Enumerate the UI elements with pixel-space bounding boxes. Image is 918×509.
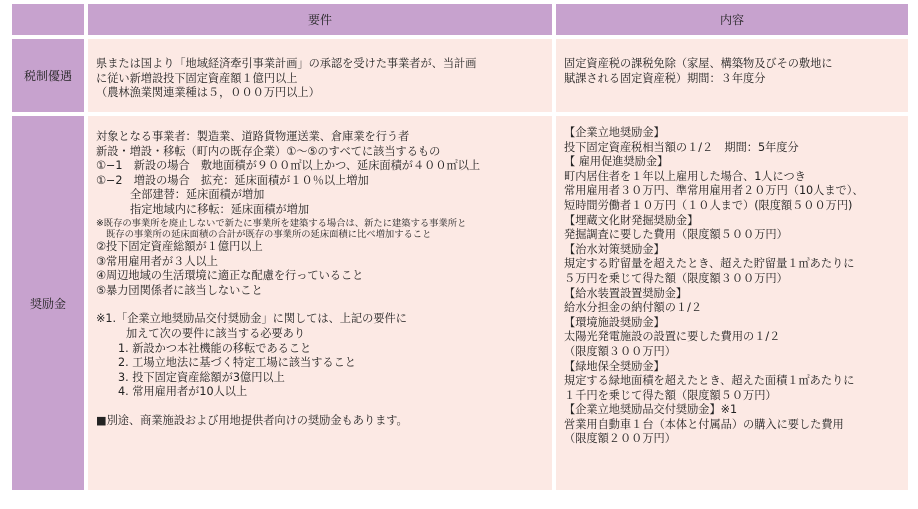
header-content: 内容	[556, 4, 908, 39]
grant-content	[556, 116, 908, 490]
grant-req-note-line: 既存の事業所の延床面積の合計が既存の事業所の延床面積に比べ増加すること	[106, 228, 432, 240]
grant-content-line: 給水分担金の納付額の１/２	[564, 301, 703, 315]
grant-content-line: 【埋蔵文化財発掘奨励金】	[564, 213, 699, 227]
tax-req-line: 県または国より「地域経済牽引事業計画」の承認を受けた事業者が、当計画	[96, 57, 477, 70]
grant-req-item: ②投下固定資産総額が１億円以上	[96, 239, 263, 253]
grant-req-sub-item: 4. 常用雇用者が10人以上	[118, 385, 248, 399]
grant-content-line: 【環境施設奨励金】	[564, 315, 665, 329]
header-blank-cell	[12, 4, 84, 39]
grant-content-line: 規定する緑地面積を超えたとき、超えた面積１㎡あたりに	[564, 374, 855, 388]
grant-req-item: ⑤暴力団関係者に該当しないこと	[96, 283, 263, 297]
grant-content-line: 【企業立地奨励品交付奨励金】※1	[564, 403, 738, 417]
grant-req-item: ③常用雇用者が３人以上	[96, 254, 218, 268]
grant-req-sub-item: 3. 投下固定資産総額が3億円以上	[118, 370, 285, 384]
grant-req-indent-line: 指定地域内に移転：延床面積が増加	[130, 202, 310, 216]
grant-req-star-line: ※1.「企業立地奨励品交付奨励金」に関しては、上記の要件に	[96, 312, 407, 326]
grant-req-item: ④周辺地域の生活環境に適正な配慮を行っていること	[96, 269, 364, 283]
grant-content-line: 【 雇用促進奨励金】	[564, 155, 669, 169]
grant-req-sub-item: 1. 新設かつ本社機能の移転であること	[118, 341, 312, 355]
grant-req-indent-line: 全部建替：延床面積が増加	[130, 188, 265, 202]
incentive-table	[12, 4, 908, 490]
grant-req-line: 新設・増設・移転（町内の既存企業）①〜⑤のすべてに該当するもの	[96, 144, 441, 158]
grant-content-line: 常用雇用者３０万円、準常用雇用者２０万円（10人まで）、	[564, 184, 864, 198]
tax-content	[556, 39, 908, 116]
tax-requirements	[88, 39, 552, 116]
grant-req-footnote: ■別途、商業施設および用地提供者向けの奨励金もあります。	[96, 413, 408, 427]
grant-content-line: ５万円を乗じて得た額（限度額３００万円）	[564, 271, 788, 285]
grant-content-line: 【企業立地奨励金】	[564, 126, 665, 139]
grant-content-line: （限度額２００万円）	[564, 432, 676, 446]
grant-content-line: 町内居住者を１年以上雇用した場合、1人につき	[564, 169, 806, 183]
tax-content-line: 固定資産税の課税免除（家屋、構築物及びその敷地に	[564, 57, 833, 70]
grant-req-note-line: ※既存の事業所を廃止しないで新たに事業所を建築する場合は、新たに建築する事業所と	[96, 217, 467, 229]
grant-req-line: 対象となる事業者：製造業、道路貨物運送業、倉庫業を行う者	[96, 130, 410, 143]
grant-req-star-line: 加えて次の要件に該当する必要あり	[126, 326, 306, 340]
grant-content-line: 【治水対策奨励金】	[564, 242, 665, 256]
grant-content-line: 発掘調査に要した費用（限度額５００万円）	[564, 228, 788, 242]
tax-content-line: 賦課される固定資産税）期間：３年度分	[564, 71, 766, 85]
header-requirements: 要件	[88, 4, 552, 39]
grant-content-line: 投下固定資産税相当額の１/２ 期間：5年度分	[564, 140, 799, 154]
grant-req-line: ①−1 新設の場合 敷地面積が９００㎡以上かつ、延床面積が４００㎡以上	[96, 159, 481, 173]
grant-row-label: 奨励金	[12, 116, 84, 490]
grant-content-line: 太陽光発電施設の設置に要した費用の１/２	[564, 330, 781, 344]
grant-content-line: （限度額３００万円）	[564, 344, 676, 358]
grant-content-line: 規定する貯留量を超えたとき、超えた貯留量１㎥あたりに	[564, 257, 855, 271]
grant-req-line: ①−2 増設の場合 拡充：延床面積が１０％以上増加	[96, 173, 369, 187]
tax-req-line: に従い新増設投下固定資産額１億円以上	[96, 71, 298, 85]
grant-content-line: １千円を乗じて得た額（限度額５０万円）	[564, 388, 777, 402]
grant-content-line: 【給水装置設置奨励金】	[564, 286, 688, 300]
grant-content-line: 短時間労働者１０万円（１０人まで）(限度額５００万円)	[564, 198, 853, 212]
tax-row-label: 税制優遇	[12, 39, 84, 116]
grant-requirements	[88, 116, 552, 490]
grant-content-line: 【緑地保全奨励金】	[564, 359, 665, 373]
grant-req-sub-item: 2. 工場立地法に基づく特定工場に該当すること	[118, 356, 356, 370]
grant-content-line: 営業用自動車１台（本体と付属品）の購入に要した費用	[564, 417, 844, 431]
tax-req-line: （農林漁業関連業種は５，０００万円以上）	[96, 86, 320, 100]
